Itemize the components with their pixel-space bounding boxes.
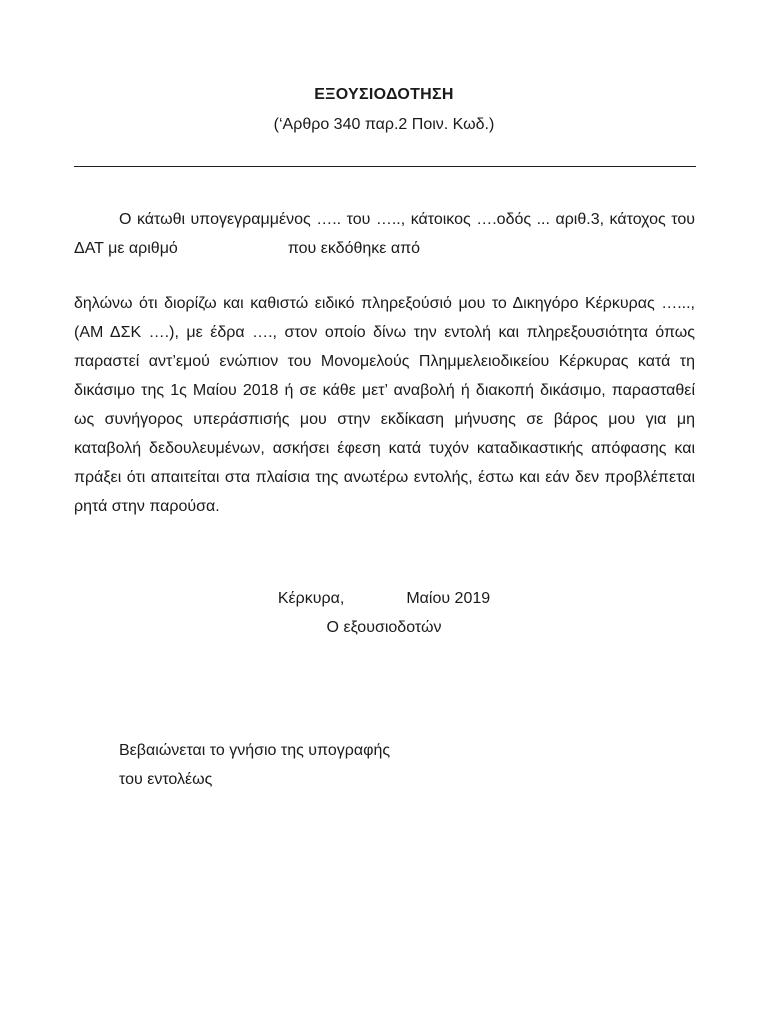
signature-verification	[119, 736, 390, 794]
declarant-paragraph	[74, 205, 695, 263]
verification-line-2: του εντολέως	[119, 771, 213, 788]
place-date-line	[0, 590, 768, 608]
place-text: Κέρκυρα,	[277, 590, 345, 607]
document-title: ΕΞΟΥΣΙΟΔΟΤΗΣΗ	[314, 86, 454, 103]
signer-label: Ο εξουσιοδοτών	[326, 619, 442, 636]
authorization-paragraph: δηλώνω ότι διορίζω και καθιστώ ειδικό πληρεξούσιό μου το Δικηγόρο Κέρκυρας …..., (ΑΜ ΔΣΚ ….), με έδρα …., στον οποίο δίνω την εντολή και πληρεξουσιότητα όπως παραστεί αντ’εμού ενώπιον του Μονομελούς Πλημμελειοδικείου Κέρκυρας κατά τη δικάσιμο της 1ς Μαίου 2018 ή σε κάθε μετ’ αναβολή ή διακοπή δικάσιμο, παρασταθεί ως συνήγορος υπεράσπισής μου στην εκδίκαση μήνυσης σε βάρος μου για μη καταβολή δεδουλευμένων, ασκήσει έφεση κατά τυχόν καταδικαστικής απόφασης και πράξει ότι απαιτείται στα πλαίσια της ανωτέρω εντολής, έστω και εάν δεν προβλέπεται ρητά στην παρούσα.	[74, 295, 695, 515]
horizontal-divider	[74, 166, 696, 167]
issuer-text: που εκδόθηκε από	[287, 240, 421, 257]
verification-line-1: Βεβαιώνεται το γνήσιο της υπογραφής	[119, 742, 391, 759]
declarant-text: Ο κάτωθι υπογεγραμμένος ….. του ….., κάτοικος ….οδός ... αριθ.3, κάτοχος του ΔΑΤ με αριθμό	[74, 211, 695, 257]
date-text: Μαίου 2019	[406, 590, 491, 607]
document-subtitle: (‘Αρθρο 340 παρ.2 Ποιν. Κωδ.)	[273, 116, 495, 133]
